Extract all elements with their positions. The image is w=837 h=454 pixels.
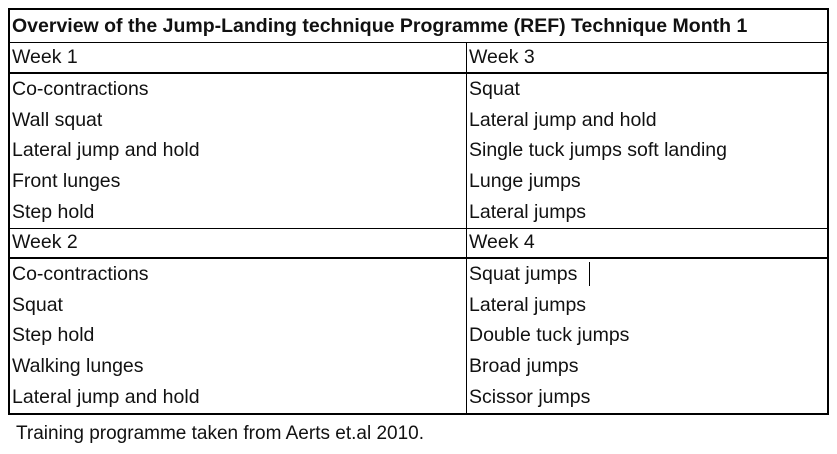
exercise-item: Single tuck jumps soft landing (469, 139, 727, 162)
exercise-item: Wall squat (12, 108, 103, 131)
week-3-header: Week 3 (469, 46, 535, 68)
week-2-header: Week 2 (10, 229, 467, 257)
week-1-header: Week 1 (10, 43, 467, 72)
exercise-item: Step hold (12, 324, 95, 347)
exercise-item: Co-contractions (12, 77, 149, 100)
week-1-exercises (10, 74, 467, 228)
text-cursor (589, 262, 590, 286)
exercise-item: Lateral jumps (469, 201, 587, 224)
week-header-row (10, 228, 827, 259)
exercise-item: Lateral jump and hold (12, 386, 200, 409)
exercise-item: Lateral jump and hold (12, 139, 200, 162)
exercise-item: Squat (469, 77, 520, 100)
exercise-item (467, 259, 827, 290)
exercise-item: Walking lunges (12, 355, 144, 378)
week-header-row (10, 43, 827, 74)
exercise-item: Scissor jumps (469, 386, 591, 409)
programme-table (8, 8, 829, 415)
exercise-item: Lateral jumps (469, 293, 587, 316)
week-3-exercises (467, 74, 827, 228)
table-title: Overview of the Jump-Landing technique Programme (REF) Technique Month 1 (10, 10, 827, 43)
week-4-header: Week 4 (469, 231, 535, 254)
exercise-item: Double tuck jumps (469, 324, 630, 347)
exercise-item: Lunge jumps (469, 170, 581, 193)
exercise-block-week-1-3 (10, 74, 827, 228)
exercise-item: Broad jumps (469, 355, 579, 378)
week-2-exercises (10, 259, 467, 413)
exercise-item: Lateral jump and hold (469, 108, 657, 131)
exercise-item-label: Squat jumps (469, 262, 578, 285)
exercise-block-week-2-4 (10, 259, 827, 413)
week-4-exercises (467, 259, 827, 413)
exercise-item: Co-contractions (12, 262, 149, 285)
exercise-item: Front lunges (12, 170, 121, 193)
exercise-item: Step hold (12, 201, 95, 224)
exercise-item: Squat (12, 293, 63, 316)
table-caption: Training programme taken from Aerts et.al 2010. (16, 423, 424, 444)
